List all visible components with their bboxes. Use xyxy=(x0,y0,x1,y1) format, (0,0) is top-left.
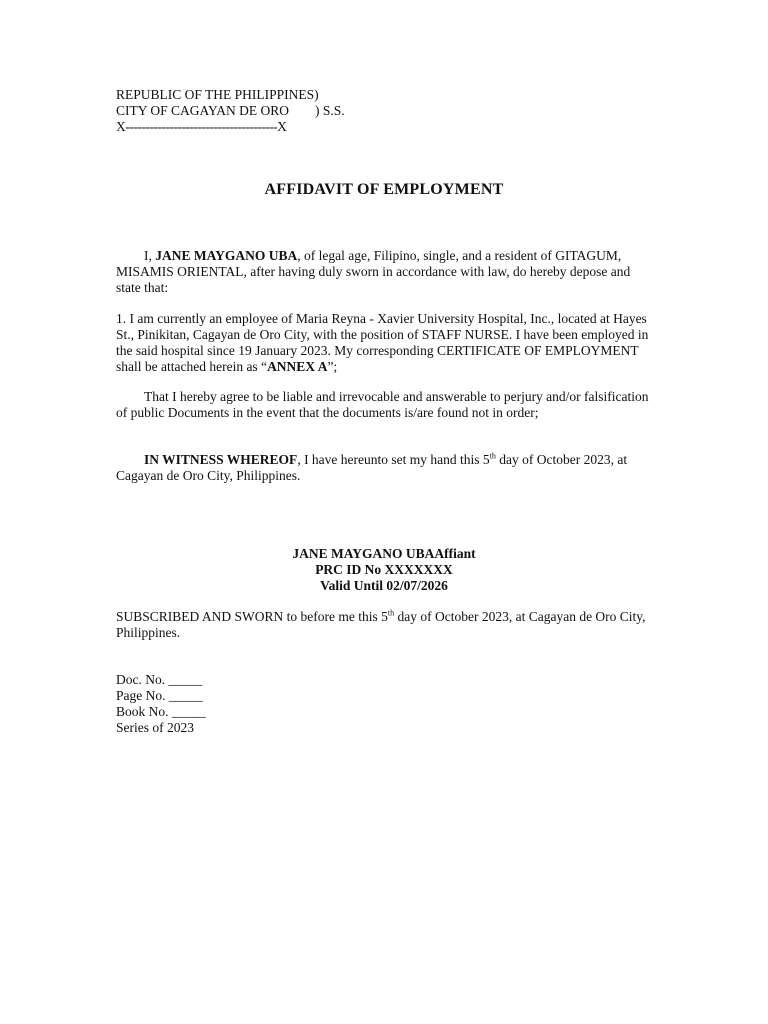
page-title: AFFIDAVIT OF EMPLOYMENT xyxy=(264,181,504,198)
series-year: Series of 2023 xyxy=(116,720,194,735)
witness-text-2: day of October 2023, at Cagayan de Oro City, Philippines. xyxy=(116,452,628,483)
subscribed-text-1: SUBSCRIBED AND SWORN to before me this 5 xyxy=(116,609,388,624)
intro-prefix: I, xyxy=(144,248,156,263)
caption-city xyxy=(116,103,656,119)
affiant-name-inline: JANE MAYGANO UBA xyxy=(155,248,298,263)
affiant-name-line: JANE MAYGANO UBAAffiant xyxy=(292,546,476,561)
affiant-block xyxy=(0,546,768,594)
subscribed-paragraph xyxy=(116,609,656,641)
intro-paragraph xyxy=(116,248,656,296)
witness-heading: IN WITNESS WHEREOF xyxy=(144,452,298,467)
caption-city-name: CITY OF CAGAYAN DE ORO xyxy=(116,103,290,118)
item-1-end: ”; xyxy=(327,359,338,374)
subscribed-sup: th xyxy=(387,608,395,618)
subscribed-text-2: day of October 2023, at Cagayan de Oro City, Philippines. xyxy=(116,609,646,640)
prc-id-line: PRC ID No XXXXXXX xyxy=(315,562,453,577)
witness-paragraph xyxy=(116,452,656,484)
witness-text-1: , I have hereunto set my hand this 5 xyxy=(297,452,490,467)
caption-republic: REPUBLIC OF THE PHILIPPINES) xyxy=(116,87,319,102)
book-number: Book No. _____ xyxy=(116,704,206,719)
valid-until-line: Valid Until 02/07/2026 xyxy=(320,578,448,593)
caption-block xyxy=(116,87,656,135)
notary-block xyxy=(116,672,656,736)
doc-number: Doc. No. _____ xyxy=(116,672,203,687)
item-1-text: 1. I am currently an employee of Maria Reyna - Xavier University Hospital, Inc., located at Hayes St., Pinikitan, Cagayan de Oro City, with the position of STAFF NURSE. I have been employed in the said hospital since 19 January 2023. My corresponding CERTIFICATE OF EMPLOYMENT shall be attached herein as “ xyxy=(116,311,649,374)
intro-text: , of legal age, Filipino, single, and a resident of GITAGUM, MISAMIS ORIENTAL, after having duly sworn in accordance with law, do hereby depose and state that: xyxy=(116,248,631,295)
liability-text: That I hereby agree to be liable and irrevocable and answerable to perjury and/or falsification of public Documents in the event that the documents is/are found not in order; xyxy=(116,389,649,420)
caption-divider: X--------------------------------------X xyxy=(116,119,287,134)
annex-label: ANNEX A xyxy=(267,359,328,374)
liability-paragraph xyxy=(116,389,656,421)
item-1-paragraph xyxy=(116,311,656,375)
caption-ss: ) S.S. xyxy=(315,103,345,118)
page-number: Page No. _____ xyxy=(116,688,203,703)
witness-sup: th xyxy=(489,451,496,461)
